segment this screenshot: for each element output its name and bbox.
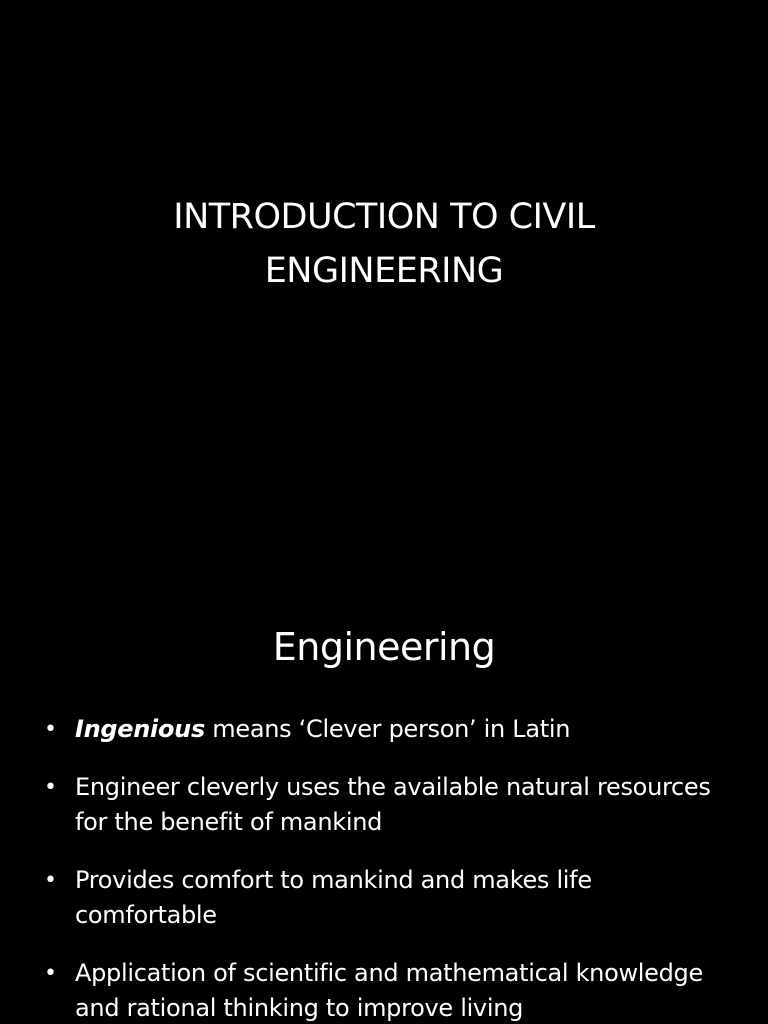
- slide-title-line-2: ENGINEERING: [264, 251, 504, 291]
- bullet-text: Provides comfort to mankind and makes life comfortable: [75, 866, 592, 929]
- bullet-icon: •: [44, 868, 57, 893]
- bullet-icon: •: [44, 961, 57, 986]
- bullet-icon: •: [44, 775, 57, 800]
- bullet-item: [0, 712, 768, 747]
- content-slide: [0, 576, 768, 1024]
- slide-title-line-1: INTRODUCTION TO CIVIL: [173, 197, 595, 237]
- bullet-icon: •: [44, 717, 57, 742]
- bullet-item: [0, 956, 768, 1024]
- bullet-text: Application of scientific and mathematical knowledge and rational thinking to improve living: [75, 959, 703, 1022]
- bullet-list: [0, 712, 768, 1024]
- bullet-text: Engineer cleverly uses the available natural resources for the benefit of mankind: [75, 773, 711, 836]
- bullet-item: [0, 770, 768, 840]
- bullet-item: [0, 863, 768, 933]
- slide-title: [0, 190, 768, 298]
- bullet-text: means ‘Clever person’ in Latin: [204, 715, 571, 743]
- bullet-term: Ingenious: [75, 715, 205, 743]
- slide-heading: Engineering: [272, 625, 496, 669]
